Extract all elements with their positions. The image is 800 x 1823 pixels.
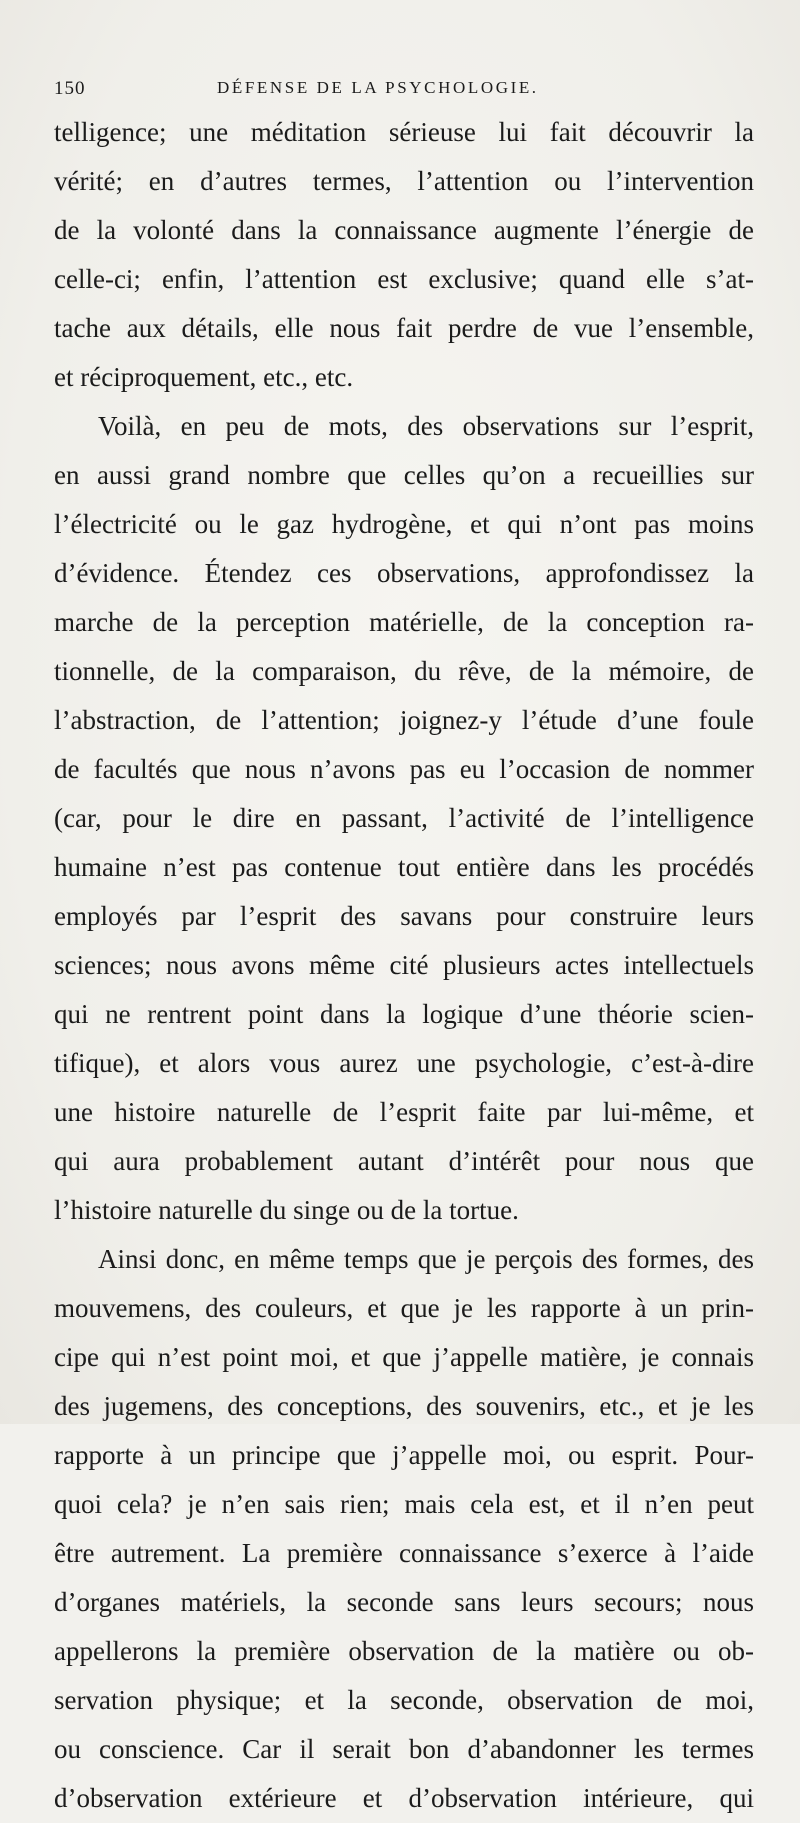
text-line: appellerons la première observation de la matière ou ob- <box>54 1636 754 1666</box>
text-line: tache aux détails, elle nous fait perdre de vue l’ensemble, <box>54 313 754 343</box>
text-line: Ainsi donc, en même temps que je perçois des formes, des <box>98 1244 754 1274</box>
text-line: mouvemens, des couleurs, et que je les rapporte à un prin- <box>54 1293 754 1323</box>
text-line: de la volonté dans la connaissance augmente l’énergie de <box>54 215 754 245</box>
text-line: celle-ci; enfin, l’attention est exclusive; quand elle s’at- <box>54 264 754 294</box>
text-line: tifique), et alors vous aurez une psychologie, c’est-à-dire <box>54 1048 754 1078</box>
text-line: cipe qui n’est point moi, et que j’appelle matière, je connais <box>54 1342 754 1372</box>
text-line: servation physique; et la seconde, observation de moi, <box>54 1685 754 1715</box>
text-line: et réciproquement, etc., etc. <box>54 362 354 392</box>
text-line: qui aura probablement autant d’intérêt pour nous que <box>54 1146 754 1176</box>
text-line: qui ne rentrent point dans la logique d’une théorie scien- <box>54 999 754 1029</box>
text-line: l’électricité ou le gaz hydrogène, et qui n’ont pas moins <box>54 509 754 539</box>
text-line: l’histoire naturelle du singe ou de la tortue. <box>54 1195 519 1225</box>
text-line: en aussi grand nombre que celles qu’on a recueillies sur <box>54 460 754 490</box>
text-line: rapporte à un principe que j’appelle moi, ou esprit. Pour- <box>54 1440 754 1470</box>
text-line: d’organes matériels, la seconde sans leurs secours; nous <box>54 1587 754 1617</box>
text-line: humaine n’est pas contenue tout entière dans les procédés <box>54 852 754 882</box>
text-line: l’abstraction, de l’attention; joignez-y l’étude d’une foule <box>54 705 754 735</box>
text-line: employés par l’esprit des savans pour construire leurs <box>54 901 754 931</box>
text-line: de facultés que nous n’avons pas eu l’occasion de nommer <box>54 754 754 784</box>
text-line: des jugemens, des conceptions, des souvenirs, etc., et je les <box>54 1391 754 1421</box>
page-header <box>54 78 754 108</box>
text-line: d’observation extérieure et d’observation intérieure, qui <box>54 1783 754 1813</box>
text-line: être autrement. La première connaissance s’exerce à l’aide <box>54 1538 754 1568</box>
body-text <box>54 108 754 1823</box>
page-number: 150 <box>54 78 86 99</box>
text-line: (car, pour le dire en passant, l’activité de l’intelligence <box>54 803 754 833</box>
text-line: Voilà, en peu de mots, des observations sur l’esprit, <box>98 411 754 441</box>
text-line: marche de la perception matérielle, de la conception ra- <box>54 607 754 637</box>
text-line: ou conscience. Car il serait bon d’abandonner les termes <box>54 1734 754 1764</box>
text-line: telligence; une méditation sérieuse lui fait découvrir la <box>54 117 754 147</box>
text-line: sciences; nous avons même cité plusieurs actes intellectuels <box>54 950 754 980</box>
text-line: tionnelle, de la comparaison, du rêve, de la mémoire, de <box>54 656 754 686</box>
text-line: d’évidence. Étendez ces observations, approfondissez la <box>54 558 754 588</box>
running-title: DÉFENSE DE LA PSYCHOLOGIE. <box>217 78 539 97</box>
text-line: quoi cela? je n’en sais rien; mais cela est, et il n’en peut <box>54 1489 754 1519</box>
text-line: vérité; en d’autres termes, l’attention ou l’intervention <box>54 166 754 196</box>
text-line: une histoire naturelle de l’esprit faite par lui-même, et <box>54 1097 754 1127</box>
